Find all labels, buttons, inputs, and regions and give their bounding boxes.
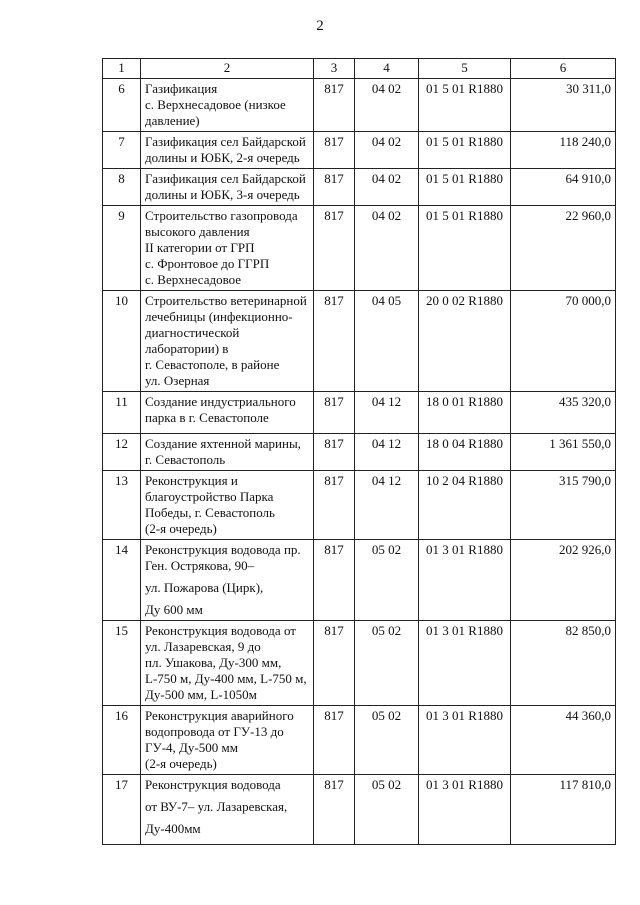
- object-name-line: с. Верхнесадовое: [145, 272, 242, 287]
- table-row: [103, 132, 616, 169]
- object-name-cell: [141, 775, 314, 845]
- object-name-line: Ду-400мм: [145, 821, 201, 836]
- object-name-line: давление): [145, 113, 200, 128]
- budget-table: [102, 58, 616, 845]
- object-name-line: Строительство газопровода: [145, 208, 298, 223]
- section-code-cell: 05 02: [355, 621, 419, 706]
- page-number: 2: [316, 18, 324, 34]
- section-code-cell: 04 05: [355, 291, 419, 392]
- object-name-cell: [141, 706, 314, 775]
- department-code-cell: 817: [314, 540, 355, 621]
- object-name-line: Реконструкция водовода: [145, 777, 281, 792]
- object-name-line: Реконструкция водовода пр.: [145, 542, 301, 557]
- object-name-line: Ду-500 мм, L-1050м: [145, 687, 257, 702]
- object-name-line: Строительство ветеринарной: [145, 293, 307, 308]
- object-name-line: г. Севастополе, в районе: [145, 357, 280, 372]
- amount-cell: 202 926,0: [511, 540, 616, 621]
- target-article-cell: 01 3 01 R1880: [419, 775, 511, 845]
- object-name-line: Создание индустриального: [145, 394, 296, 409]
- amount-cell: 435 320,0: [511, 392, 616, 434]
- target-article-cell: 10 2 04 R1880: [419, 471, 511, 540]
- object-name-cell: [141, 206, 314, 291]
- department-code-cell: 817: [314, 621, 355, 706]
- object-name-line: II категории от ГРП: [145, 240, 255, 255]
- object-name-line: Реконструкция и: [145, 473, 238, 488]
- target-article-cell: 01 5 01 R1880: [419, 206, 511, 291]
- object-name-line: Ду 600 мм: [145, 602, 203, 617]
- section-code-cell: 04 02: [355, 169, 419, 206]
- section-code-cell: 04 12: [355, 392, 419, 434]
- table-header-row: [103, 59, 616, 79]
- object-name-line: от ВУ-7– ул. Лазаревская,: [145, 799, 288, 814]
- column-header: 5: [419, 59, 511, 79]
- object-name-line: диагностической: [145, 325, 240, 340]
- row-number-cell: 17: [103, 775, 141, 845]
- row-number-cell: 11: [103, 392, 141, 434]
- object-name-line: долины и ЮБК, 2-я очередь: [145, 150, 300, 165]
- amount-cell: 70 000,0: [511, 291, 616, 392]
- department-code-cell: 817: [314, 775, 355, 845]
- object-name-line: Создание яхтенной марины,: [145, 436, 301, 451]
- object-name-line: благоустройство Парка: [145, 489, 274, 504]
- amount-cell: 1 361 550,0: [511, 434, 616, 471]
- object-name-line: (2-я очередь): [145, 756, 217, 771]
- section-code-cell: 04 02: [355, 79, 419, 132]
- section-code-cell: 04 02: [355, 206, 419, 291]
- object-name-cell: [141, 79, 314, 132]
- row-number-cell: 16: [103, 706, 141, 775]
- amount-cell: 117 810,0: [511, 775, 616, 845]
- section-code-cell: 04 12: [355, 434, 419, 471]
- column-header: 1: [103, 59, 141, 79]
- object-name-cell: [141, 392, 314, 434]
- object-name-line: Реконструкция водовода от: [145, 623, 296, 638]
- object-name-cell: [141, 621, 314, 706]
- object-name-line: лечебницы (инфекционно-: [145, 309, 293, 324]
- department-code-cell: 817: [314, 471, 355, 540]
- column-header: 3: [314, 59, 355, 79]
- object-name-cell: [141, 471, 314, 540]
- object-name-line: пл. Ушакова, Ду-300 мм,: [145, 655, 282, 670]
- object-name-line: Газификация: [145, 81, 218, 96]
- table-row: [103, 169, 616, 206]
- table-row: [103, 706, 616, 775]
- object-name-line: парка в г. Севастополе: [145, 410, 269, 425]
- row-number-cell: 10: [103, 291, 141, 392]
- table-row: [103, 471, 616, 540]
- object-name-line: ул. Озерная: [145, 373, 210, 388]
- table-row: [103, 775, 616, 845]
- target-article-cell: 20 0 02 R1880: [419, 291, 511, 392]
- column-header: 6: [511, 59, 616, 79]
- object-name-line: Газификация сел Байдарской: [145, 134, 306, 149]
- target-article-cell: 01 5 01 R1880: [419, 169, 511, 206]
- department-code-cell: 817: [314, 132, 355, 169]
- column-header: 4: [355, 59, 419, 79]
- department-code-cell: 817: [314, 79, 355, 132]
- object-name-line: Победы, г. Севастополь: [145, 505, 275, 520]
- object-name-line: ул. Лазаревская, 9 до: [145, 639, 261, 654]
- department-code-cell: 817: [314, 169, 355, 206]
- target-article-cell: 01 3 01 R1880: [419, 621, 511, 706]
- table-row: [103, 291, 616, 392]
- table-body: [103, 79, 616, 845]
- object-name-line: Газификация сел Байдарской: [145, 171, 306, 186]
- row-number-cell: 8: [103, 169, 141, 206]
- object-name-line: L-750 м, Ду-400 мм, L-750 м,: [145, 671, 307, 686]
- object-name-line: (2-я очередь): [145, 521, 217, 536]
- section-code-cell: 05 02: [355, 706, 419, 775]
- object-name-line: г. Севастополь: [145, 452, 226, 467]
- section-code-cell: 04 12: [355, 471, 419, 540]
- amount-cell: 22 960,0: [511, 206, 616, 291]
- row-number-cell: 13: [103, 471, 141, 540]
- table-row: [103, 206, 616, 291]
- amount-cell: 30 311,0: [511, 79, 616, 132]
- object-name-line: Ген. Острякова, 90–: [145, 558, 255, 573]
- table-row: [103, 540, 616, 621]
- amount-cell: 64 910,0: [511, 169, 616, 206]
- object-name-line: с. Фронтовое до ГГРП: [145, 256, 270, 271]
- object-name-line: водопровода от ГУ-13 до: [145, 724, 284, 739]
- target-article-cell: 18 0 01 R1880: [419, 392, 511, 434]
- object-name-line: высокого давления: [145, 224, 250, 239]
- row-number-cell: 9: [103, 206, 141, 291]
- section-code-cell: 04 02: [355, 132, 419, 169]
- object-name-cell: [141, 540, 314, 621]
- row-number-cell: 12: [103, 434, 141, 471]
- amount-cell: 118 240,0: [511, 132, 616, 169]
- table-row: [103, 621, 616, 706]
- department-code-cell: 817: [314, 291, 355, 392]
- object-name-line: лаборатории) в: [145, 341, 229, 356]
- row-number-cell: 6: [103, 79, 141, 132]
- department-code-cell: 817: [314, 392, 355, 434]
- target-article-cell: 01 5 01 R1880: [419, 132, 511, 169]
- row-number-cell: 14: [103, 540, 141, 621]
- section-code-cell: 05 02: [355, 540, 419, 621]
- row-number-cell: 15: [103, 621, 141, 706]
- target-article-cell: 01 5 01 R1880: [419, 79, 511, 132]
- target-article-cell: 18 0 04 R1880: [419, 434, 511, 471]
- table-row: [103, 392, 616, 434]
- object-name-line: ГУ-4, Ду-500 мм: [145, 740, 238, 755]
- table-row: [103, 79, 616, 132]
- target-article-cell: 01 3 01 R1880: [419, 706, 511, 775]
- department-code-cell: 817: [314, 434, 355, 471]
- column-header: 2: [141, 59, 314, 79]
- row-number-cell: 7: [103, 132, 141, 169]
- amount-cell: 82 850,0: [511, 621, 616, 706]
- object-name-cell: [141, 132, 314, 169]
- department-code-cell: 817: [314, 706, 355, 775]
- amount-cell: 44 360,0: [511, 706, 616, 775]
- object-name-cell: [141, 169, 314, 206]
- object-name-line: долины и ЮБК, 3-я очередь: [145, 187, 300, 202]
- target-article-cell: 01 3 01 R1880: [419, 540, 511, 621]
- department-code-cell: 817: [314, 206, 355, 291]
- object-name-cell: [141, 434, 314, 471]
- amount-cell: 315 790,0: [511, 471, 616, 540]
- object-name-cell: [141, 291, 314, 392]
- object-name-line: с. Верхнесадовое (низкое: [145, 97, 286, 112]
- object-name-line: ул. Пожарова (Цирк),: [145, 580, 264, 595]
- object-name-line: Реконструкция аварийного: [145, 708, 294, 723]
- section-code-cell: 05 02: [355, 775, 419, 845]
- table-row: [103, 434, 616, 471]
